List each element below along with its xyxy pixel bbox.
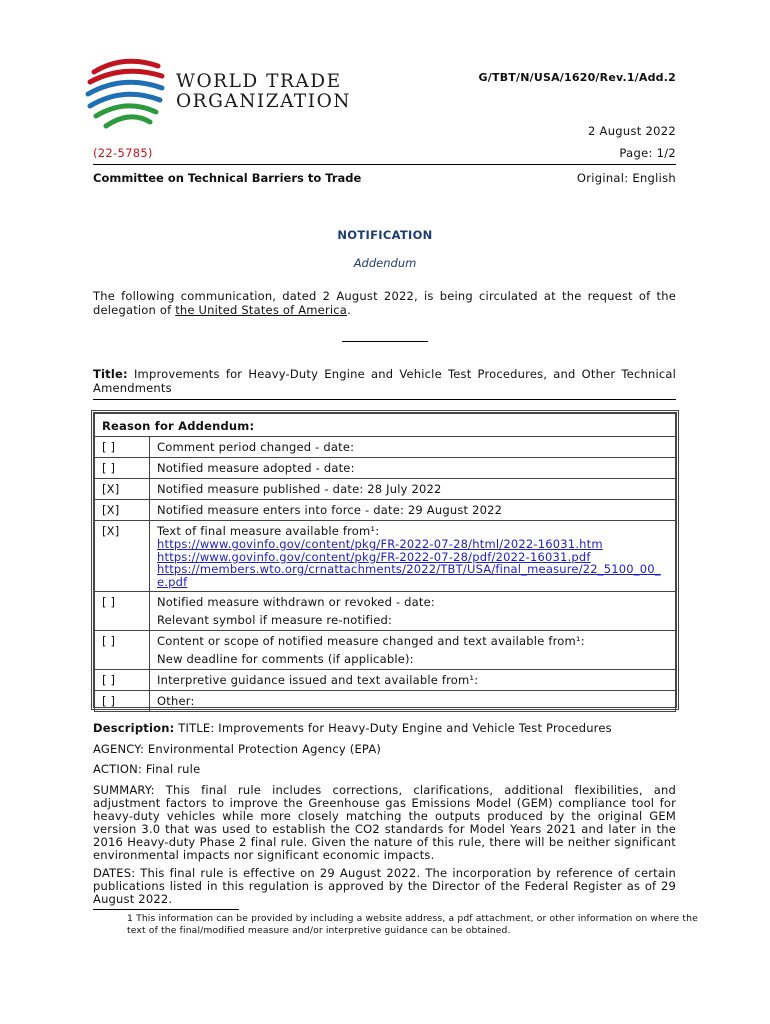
- reason-table: [91, 410, 679, 710]
- document-date: 2 August 2022: [587, 124, 676, 138]
- reason-subtext: Relevant symbol if measure re-notified:: [157, 613, 393, 627]
- checkbox-mark: [X]: [95, 479, 150, 500]
- table-row: [95, 500, 676, 521]
- wto-globe-icon: [84, 54, 174, 134]
- reason-text: Comment period changed - date:: [150, 437, 676, 458]
- footnote: 1 This information can be provided by including a website address, a pdf attachment, or other information on where the text of the final/modified measure and/or interpretive guidance can be obtained.: [127, 913, 698, 936]
- reason-table-heading: Reason for Addendum:: [95, 414, 676, 437]
- page-indicator: Page: 1/2: [619, 146, 676, 160]
- reason-text: Notified measure enters into force - date: 29 August 2022: [150, 500, 676, 521]
- reason-table-heading-row: [95, 414, 676, 437]
- section-separator: [342, 341, 428, 342]
- table-row: [95, 437, 676, 458]
- reason-text: Other:: [150, 691, 676, 712]
- member-name: the United States of America: [175, 302, 348, 317]
- original-language: Original: English: [576, 171, 676, 185]
- intro-prefix: The following communication, dated 2 August 2022, is being circulated at the request of the delegation of: [93, 289, 676, 317]
- description-dates: DATES: This final rule is effective on 29 August 2022. The incorporation by reference of certain publications listed in this regulation is approved by the Director of the Federal Register as of 29 August 2022.: [93, 866, 676, 906]
- addendum-subheading: Addendum: [353, 256, 417, 270]
- final-measure-wto-link[interactable]: https://members.wto.org/crnattachments/2022/TBT/USA/final_measure/22_5100_00_e.pdf: [157, 562, 661, 589]
- header-divider: [93, 164, 676, 165]
- table-row: [95, 458, 676, 479]
- intro-paragraph: [93, 290, 676, 317]
- reason-text: Notified measure adopted - date:: [150, 458, 676, 479]
- document-symbol: G/TBT/N/USA/1620/Rev.1/Add.2: [478, 71, 676, 84]
- table-row: [95, 670, 676, 691]
- checkbox-mark: [X]: [95, 500, 150, 521]
- description-title: [93, 722, 676, 736]
- final-measure-html-link[interactable]: https://www.govinfo.gov/content/pkg/FR-2022-07-28/html/2022-16031.htm: [157, 537, 603, 551]
- org-name-line1: WORLD TRADE: [176, 71, 342, 92]
- reason-text: Notified measure withdrawn or revoked - date:: [157, 595, 435, 609]
- document-number: (22-5785): [93, 146, 153, 160]
- title-label: Title:: [93, 367, 128, 381]
- intro-suffix: .: [347, 302, 351, 317]
- checkbox-mark: [ ]: [95, 437, 150, 458]
- reason-text: Text of final measure available from¹:: [157, 524, 380, 538]
- description-summary: SUMMARY: This final rule includes corrections, clarifications, additional flexibilities, and adjustment factors to improve the Greenhouse gas Emissions Model (GEM) compliance tool for heavy-duty vehicles while more closely matching the outputs produced by the original GEM version 3.0 that was used to establish the CO2 standards for Model Years 2021 and later in the 2016 Heavy-duty Phase 2 final rule. Given the nature of this rule, there will be neither significant environmental impacts nor significant economic impacts.: [93, 783, 676, 862]
- final-measure-pdf-link[interactable]: https://www.govinfo.gov/content/pkg/FR-2022-07-28/pdf/2022-16031.pdf: [157, 549, 591, 564]
- description-action: ACTION: Final rule: [93, 762, 201, 776]
- description-agency: AGENCY: Environmental Protection Agency (EPA): [93, 742, 382, 756]
- checkbox-mark: [ ]: [95, 670, 150, 691]
- notification-heading: NOTIFICATION: [337, 228, 433, 242]
- reason-cell: [150, 592, 676, 631]
- title-text: Improvements for Heavy-Duty Engine and Vehicle Test Procedures, and Other Technical Amendments: [93, 367, 677, 395]
- checkbox-mark: [X]: [95, 521, 150, 592]
- footnote-separator: [93, 909, 239, 910]
- checkbox-mark: [ ]: [95, 691, 150, 712]
- checkbox-mark: [ ]: [95, 592, 150, 631]
- checkbox-mark: [ ]: [95, 458, 150, 479]
- table-row: [95, 592, 676, 631]
- table-row: [95, 691, 676, 712]
- committee-name: Committee on Technical Barriers to Trade: [93, 171, 362, 185]
- reason-text: Content or scope of notified measure changed and text available from¹:: [157, 634, 585, 648]
- title-divider: [93, 399, 676, 400]
- reason-subtext: New deadline for comments (if applicable):: [157, 652, 414, 666]
- checkbox-mark: [ ]: [95, 631, 150, 670]
- reason-cell: [150, 631, 676, 670]
- table-row: [95, 631, 676, 670]
- table-row: [95, 479, 676, 500]
- description-label: Description:: [93, 721, 175, 735]
- title-paragraph: [93, 368, 676, 395]
- reason-text: Interpretive guidance issued and text available from¹:: [150, 670, 676, 691]
- table-row: [95, 521, 676, 592]
- description-title-text: TITLE: Improvements for Heavy-Duty Engine and Vehicle Test Procedures: [178, 721, 612, 735]
- org-name: [176, 72, 351, 112]
- org-name-line2: ORGANIZATION: [176, 91, 351, 112]
- reason-cell: [150, 521, 676, 592]
- reason-text: Notified measure published - date: 28 July 2022: [150, 479, 676, 500]
